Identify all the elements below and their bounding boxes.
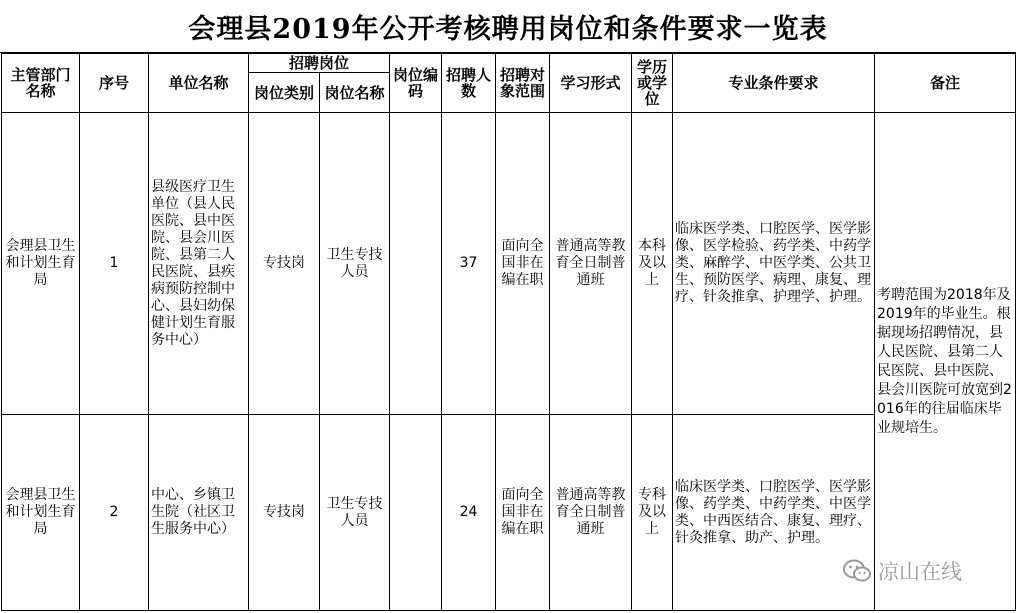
cell-unit: 县级医疗卫生单位（县人民医院、县中医院、县会川医院、县第二人民医院、县疾病预防控制中心、县妇幼保健计划生育服务中心）: [149, 113, 249, 415]
header-study-form: 学习形式: [550, 54, 632, 113]
cell-seq: 2: [80, 415, 149, 611]
cell-post-type: 专技岗: [249, 415, 320, 611]
watermark: [842, 556, 962, 586]
header-row: [2, 54, 1016, 73]
header-notes: 备注: [875, 54, 1016, 113]
cell-post-code: [390, 113, 442, 415]
cell-notes: 考聘范围为2018年及2019年的毕业生。根据现场招聘情况，县人民医院、县第二人民医院、县中医院、县会川医院可放宽到2016年的往届临床毕业规培生。: [875, 113, 1016, 611]
cell-degree: 本科及以上: [632, 113, 673, 415]
table-row: [2, 113, 1016, 415]
cell-degree: 专科及以上: [632, 415, 673, 611]
cell-post-type: 专技岗: [249, 113, 320, 415]
header-degree: 学历或学位: [632, 54, 673, 113]
header-count: 招聘人数: [442, 54, 496, 113]
header-unit: 单位名称: [149, 54, 249, 113]
cell-post-code: [390, 415, 442, 611]
header-post-code: 岗位编码: [390, 54, 442, 113]
cell-target: 面向全国非在编在职: [496, 113, 550, 415]
wechat-icon: [842, 558, 872, 584]
cell-post-name: 卫生专技人员: [320, 415, 390, 611]
cell-count: 37: [442, 113, 496, 415]
header-post-type: 岗位类别: [249, 73, 320, 113]
cell-unit: 中心、乡镇卫生院（社区卫生服务中心）: [149, 415, 249, 611]
cell-major: 临床医学类、口腔医学、医学影像、医学检验、药学类、中药学类、麻醉学、中医学类、公共卫生、预防医学、病理、康复、理疗、针灸推拿、护理学、护理。: [673, 113, 875, 415]
cell-target: 面向全国非在编在职: [496, 415, 550, 611]
cell-major: 临床医学类、口腔医学、医学影像、药学类、中药学类、中医学类、中西医结合、康复、理疗、针灸推拿、助产、护理。: [673, 415, 875, 611]
cell-seq: 1: [80, 113, 149, 415]
header-dept: 主管部门名称: [2, 54, 80, 113]
cell-dept: 会理县卫生和计划生育局: [2, 415, 80, 611]
header-recruit-post: 招聘岗位: [249, 54, 390, 73]
positions-table: [1, 53, 1016, 611]
cell-study-form: 普通高等教育全日制普通班: [550, 415, 632, 611]
header-seq: 序号: [80, 54, 149, 113]
cell-study-form: 普通高等教育全日制普通班: [550, 113, 632, 415]
header-post-name: 岗位名称: [320, 73, 390, 113]
cell-count: 24: [442, 415, 496, 611]
header-major: 专业条件要求: [673, 54, 875, 113]
cell-post-name: 卫生专技人员: [320, 113, 390, 415]
watermark-text: 凉山在线: [878, 560, 962, 584]
page-title: 会理县2019年公开考核聘用岗位和条件要求一览表: [0, 0, 1016, 53]
cell-dept: 会理县卫生和计划生育局: [2, 113, 80, 415]
header-target: 招聘对象范围: [496, 54, 550, 113]
